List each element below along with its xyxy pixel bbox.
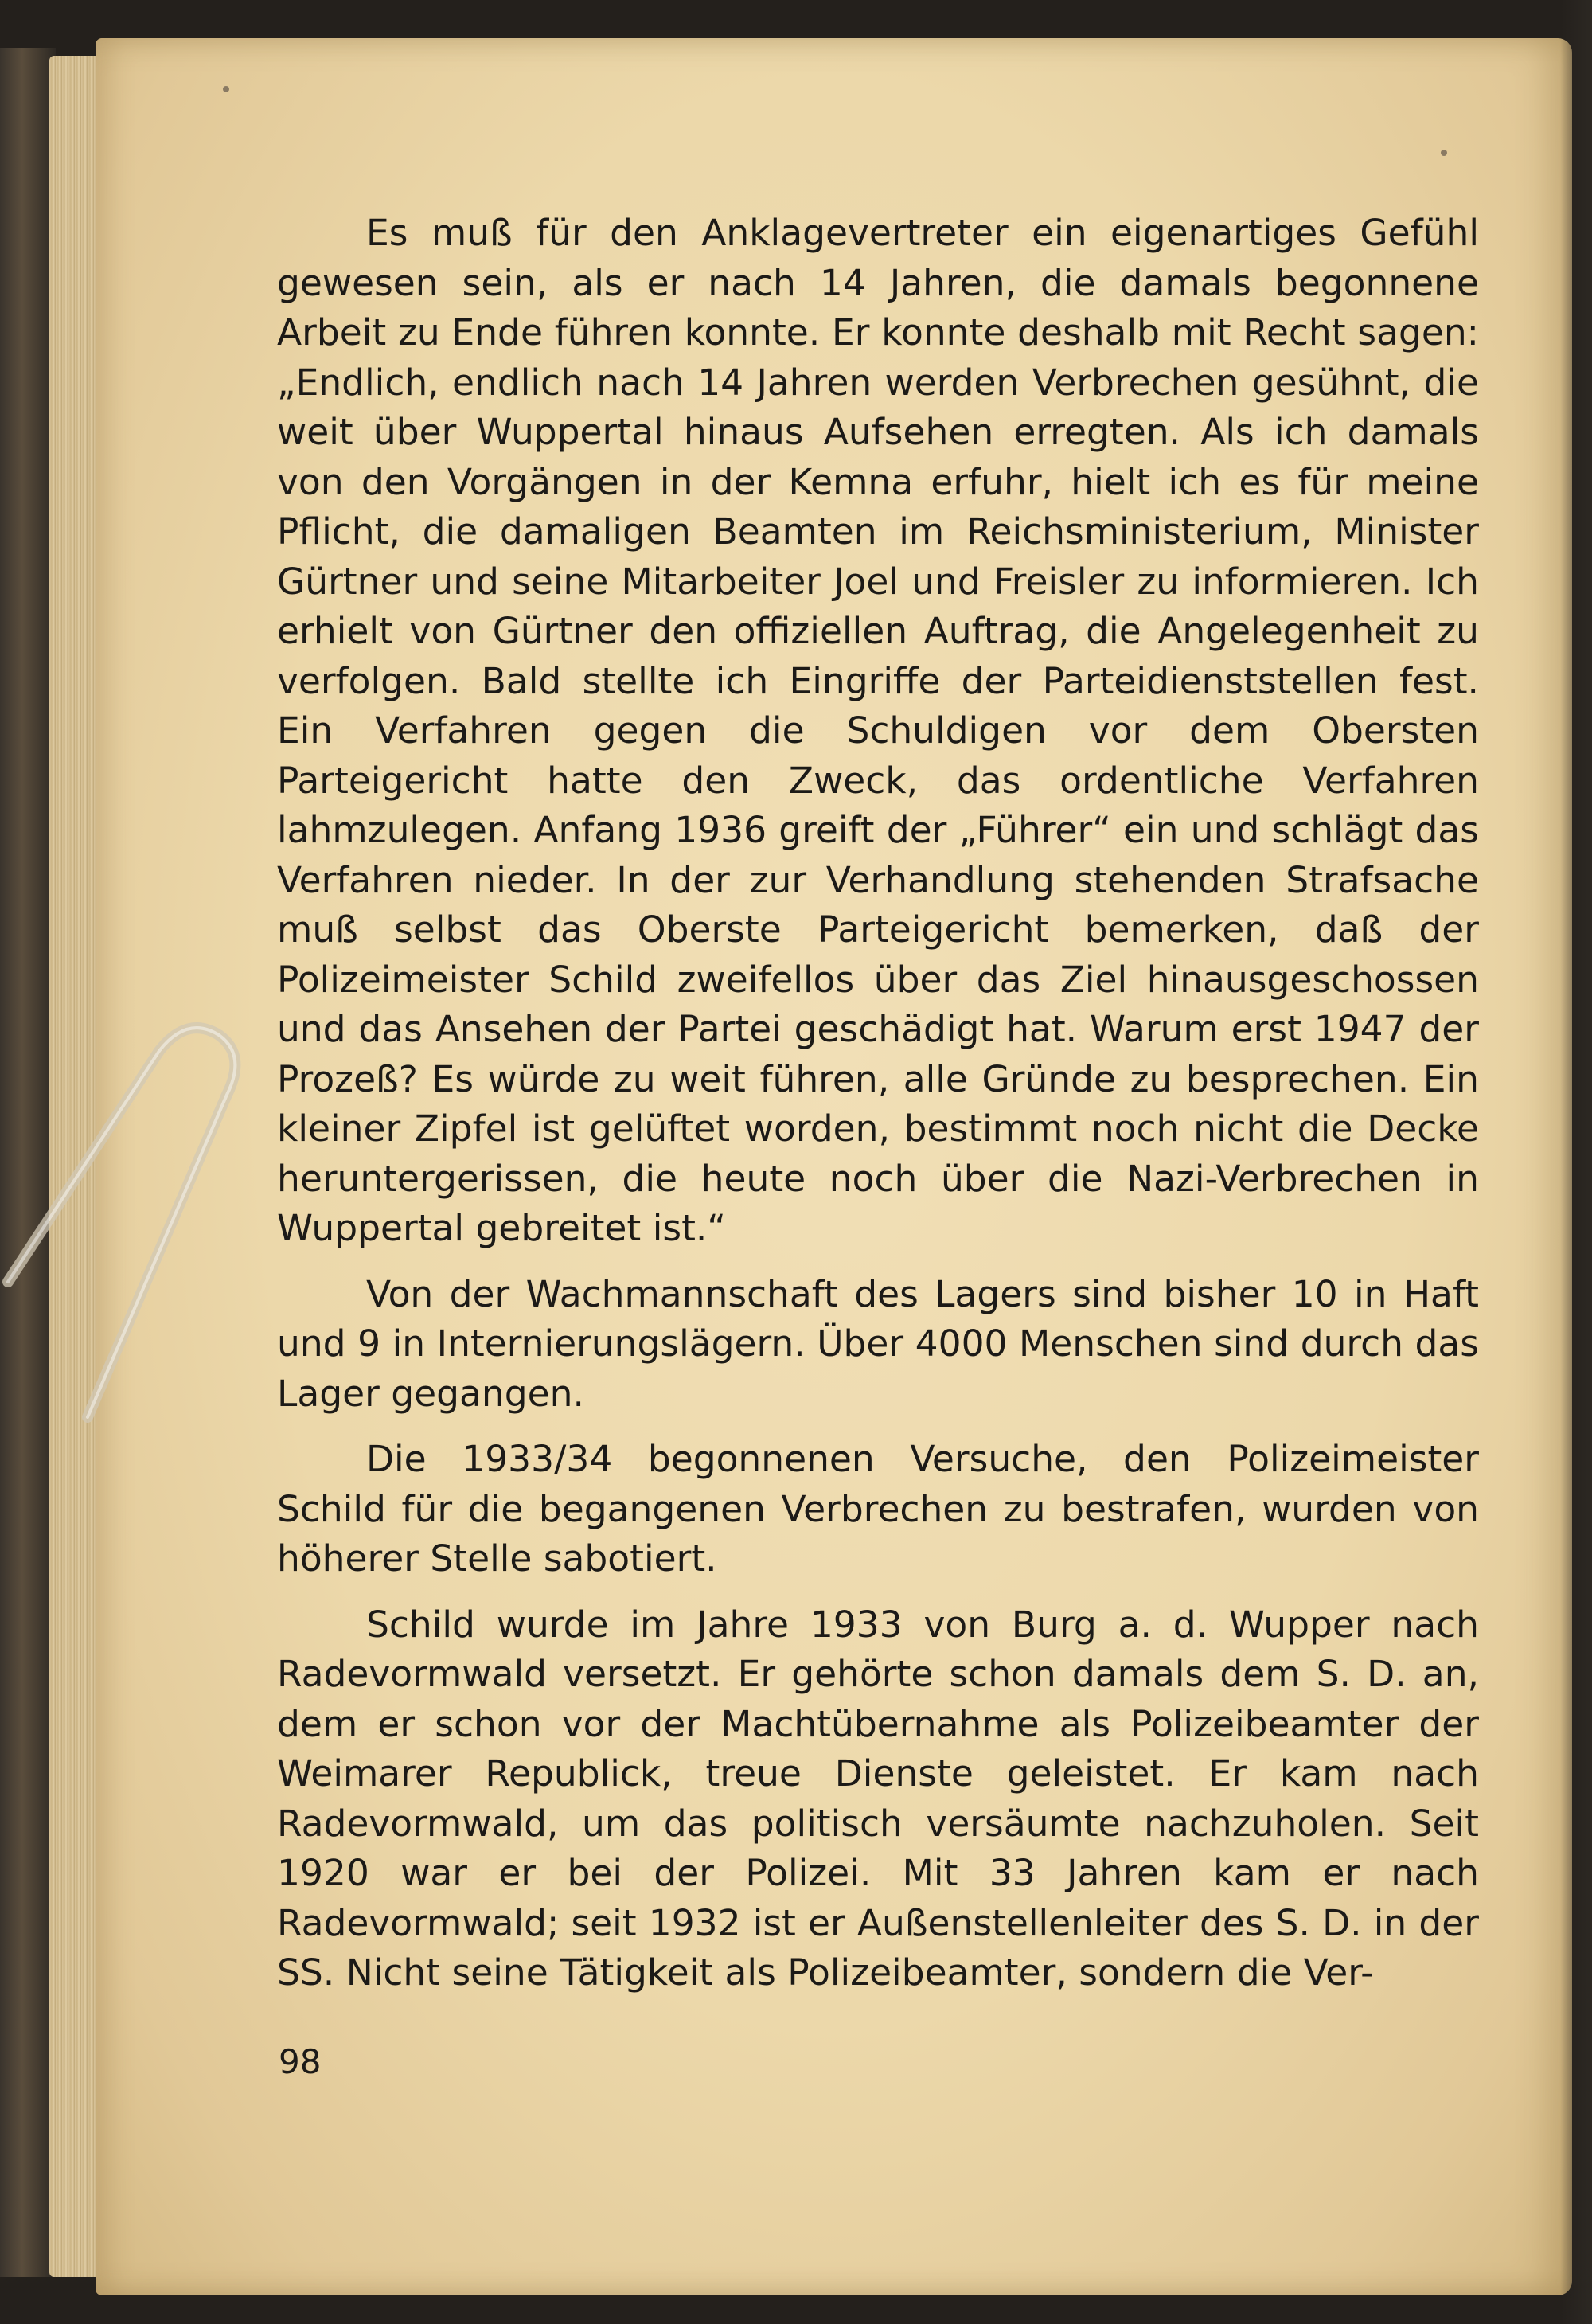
paragraph-2: Von der Wachmannschaft des Lagers sind bisher 10 in Haft und 9 in Internierungslägern. Über 4000 Menschen sind durch das Lager gegangen. <box>277 1272 1479 1415</box>
right-edge-shadow <box>1560 0 1592 2324</box>
page-number: 98 <box>279 2042 322 2081</box>
paragraph-1: Es muß für den Anklagevertreter ein eigenartiges Gefühl gewesen sein, als er nach 14 Jahren, die damals begonnene Arbeit zu Ende führen konnte. Er konnte deshalb mit Recht sagen: „Endlich, endlich nach 14 Jahren werden Verbrechen gesühnt, die weit über Wuppertal hinaus Aufsehen erregten. Als ich damals von den Vorgängen in der Kemna erfuhr, hielt ich es für meine Pflicht, die damaligen Beamten im Reichsministerium, Minister Gürtner und seine Mitarbeiter Joel und Freisler zu informieren. Ich erhielt von Gürtner den offiziellen Auftrag, die Angelegenheit zu verfolgen. Bald stellte ich Eingriffe der Parteidienststellen fest. Ein Verfahren gegen die Schuldigen vor dem Obersten Parteigericht hatte den Zweck, das ordentliche Verfahren lahmzulegen. Anfang 1936 greift der „Führer“ ein und schlägt das Verfahren nieder. In der zur Verhandlung stehenden Strafsache muß selbst das Oberste Parteigericht bemerken, daß der Polizeimeister Schild zweifellos über das Ziel hinausgeschossen und das Ansehen der Partei geschädigt hat. Warum erst 1947 der Prozeß? Es würde zu weit führen, alle Gründe zu besprechen. Ein kleiner Zipfel ist gelüftet worden, bestimmt noch nicht die Decke heruntergerissen, die heute noch über die Nazi-Verbrechen in Wuppertal gebreitet ist.“ <box>277 212 1479 1249</box>
paragraph-3: Die 1933/34 begonnenen Versuche, den Polizeimeister Schild für die begangenen Verbrechen zu bestrafen, wurden von höherer Stelle sabotiert. <box>277 1438 1479 1580</box>
paper-speck <box>1441 150 1447 156</box>
paragraph-4: Schild wurde im Jahre 1933 von Burg a. d. Wupper nach Radevormwald versetzt. Er gehörte schon damals dem S. D. an, dem er schon vor der Machtübernahme als Polizeibeamter der Weimarer Republick, treue Dienste geleistet. Er kam nach Radevormwald, um das politisch versäumte nachzuholen. Seit 1920 war er bei der Polizei. Mit 33 Jahren kam er nach Radevormwald; seit 1932 ist er Außenstellenleiter des S. D. in der SS. Nicht seine Tätigkeit als Polizeibeamter, sondern die Ver- <box>277 1603 1479 1994</box>
paper-speck <box>223 86 229 92</box>
body-text <box>277 209 1479 1998</box>
paper-clip-icon <box>0 1019 263 1433</box>
